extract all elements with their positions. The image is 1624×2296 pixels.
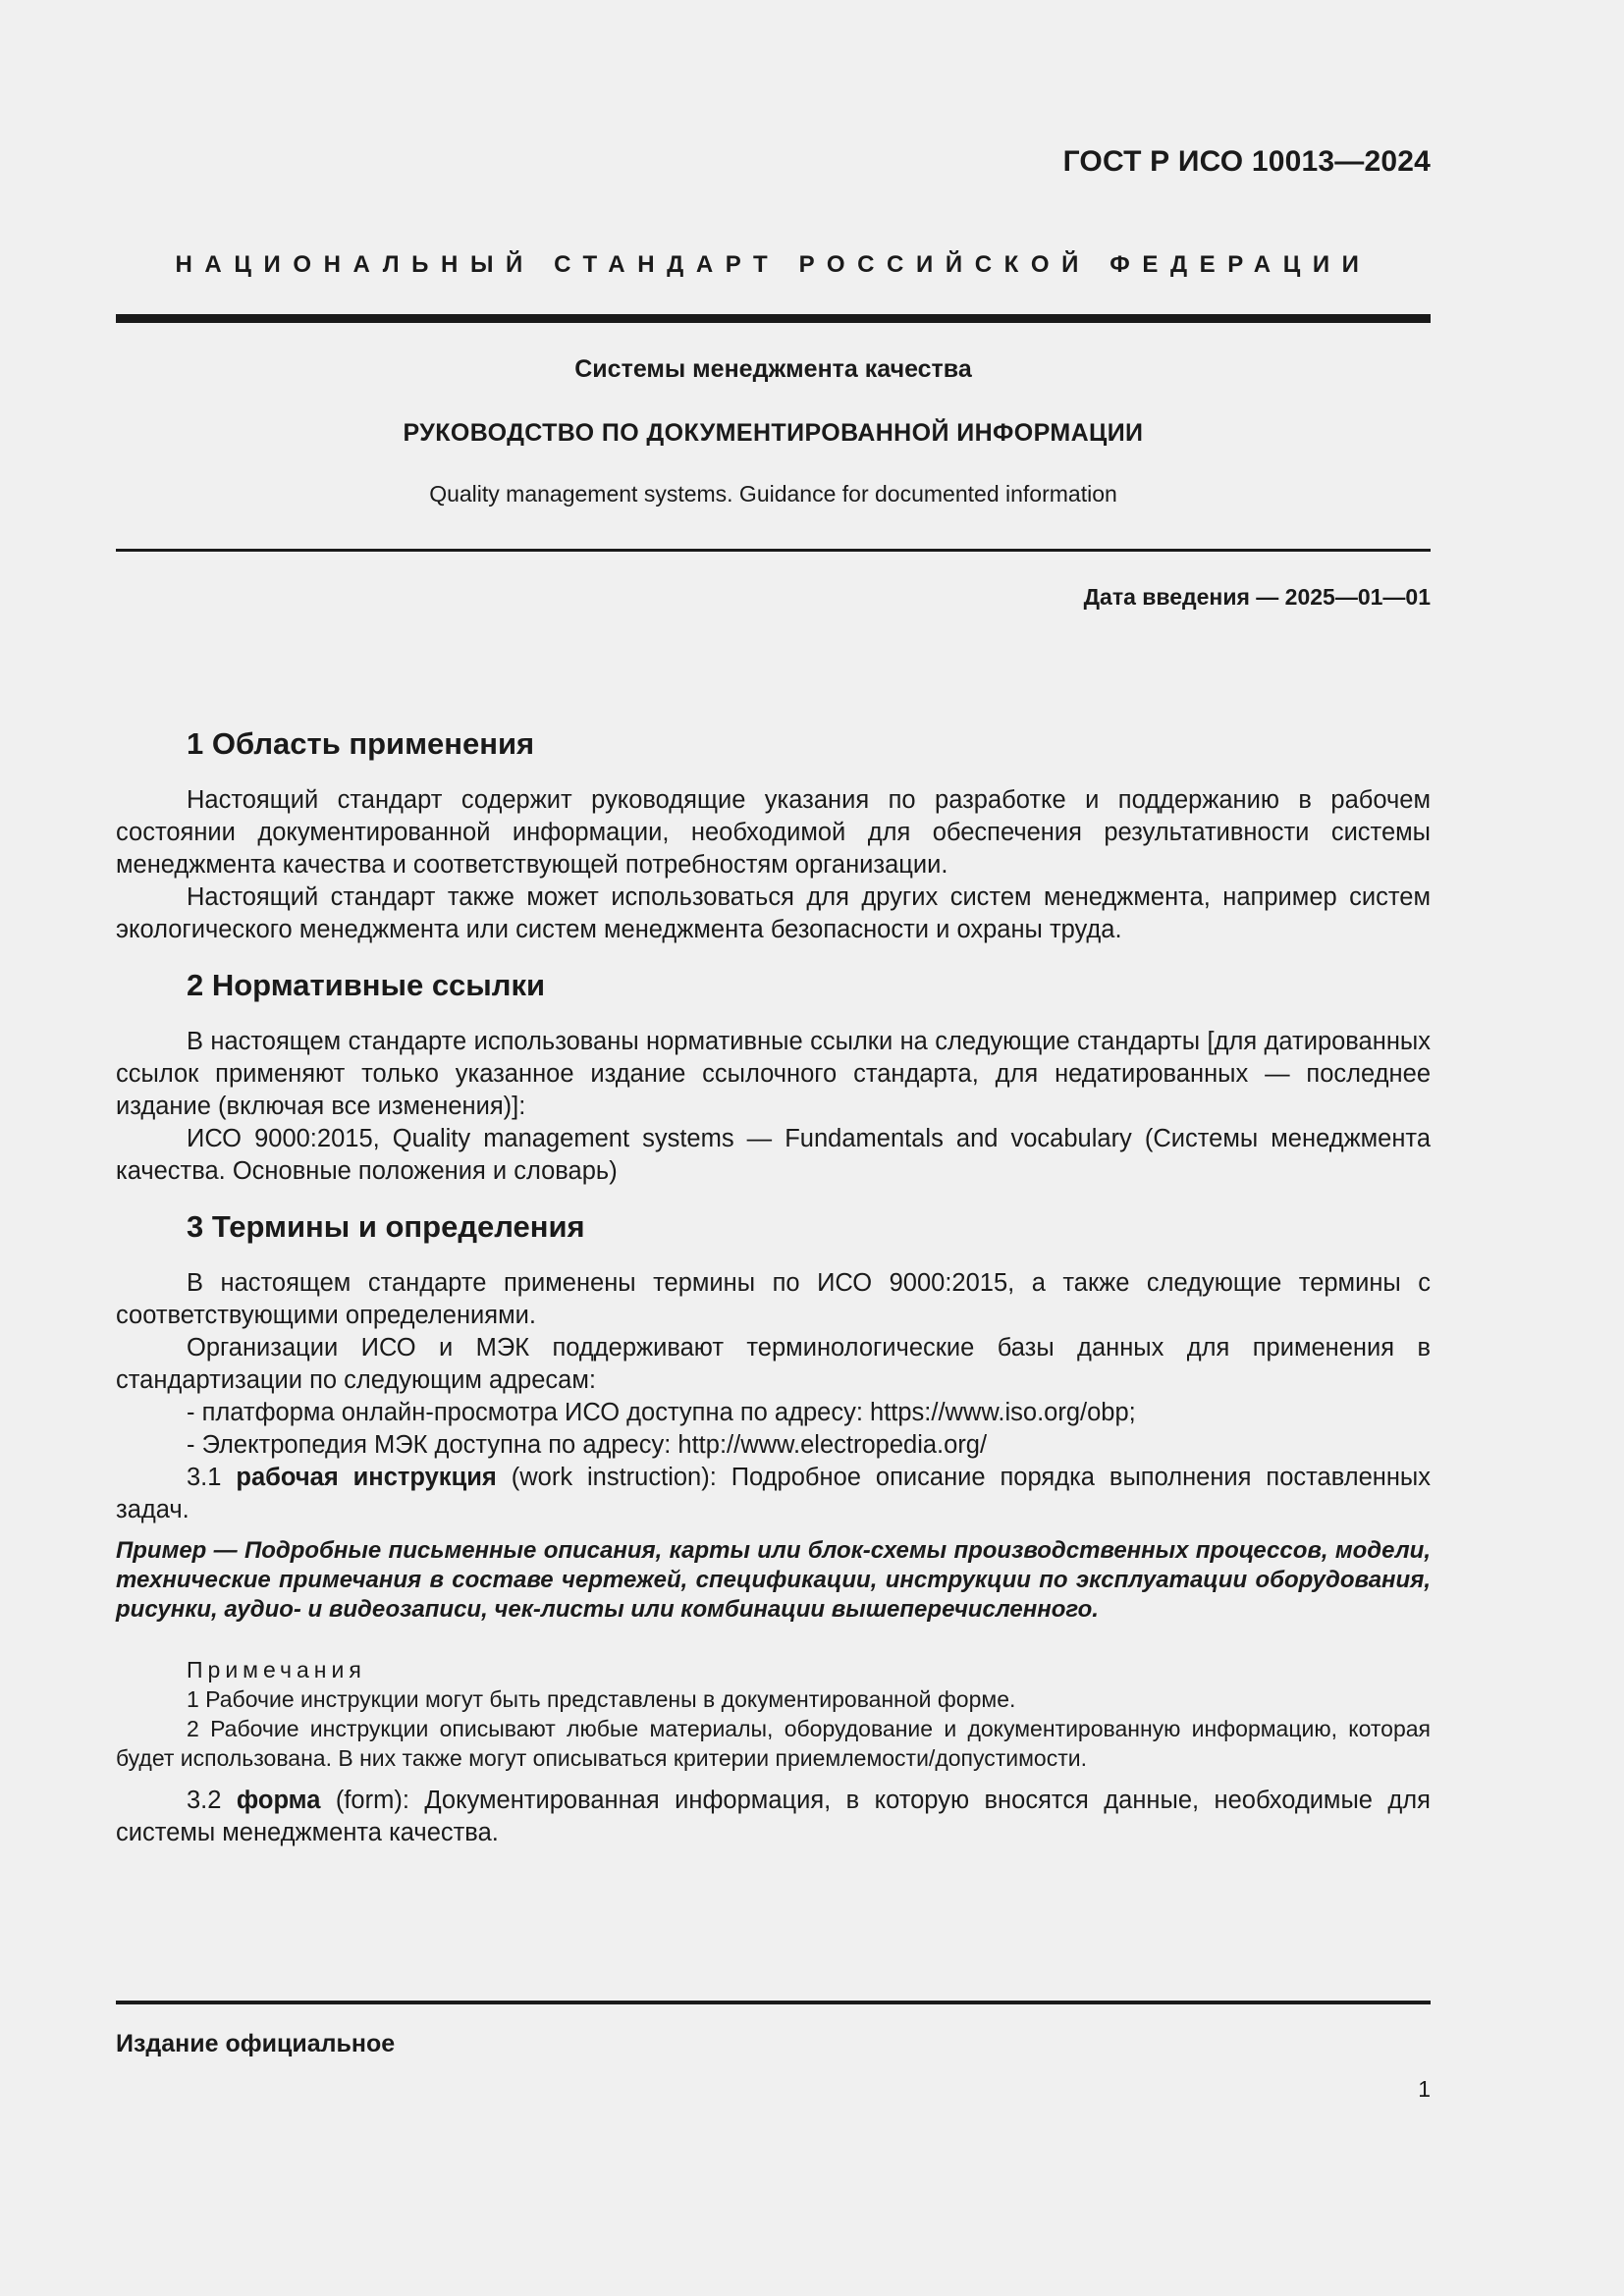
notes-title: Примечания — [187, 1657, 366, 1682]
term-text: (work instruction): Подробное описание порядка выполнения поставленных задач. — [116, 1464, 1431, 1523]
document-body — [116, 724, 1431, 1849]
section-heading-scope: 1 Область применения — [187, 726, 535, 761]
section-heading-terms: 3 Термины и определения — [187, 1209, 585, 1244]
term-definition — [116, 1462, 1431, 1526]
title-rule — [116, 549, 1431, 552]
paragraph: В настоящем стандарте использованы нормативные ссылки на следующие стандарты [для датированных ссылок применяют только указанное издание ссылочного стандарта, для недатированных — последнее издание (включая все изменения)]: — [116, 1028, 1431, 1120]
title-ru: РУКОВОДСТВО ПО ДОКУМЕНТИРОВАННОЙ ИНФОРМАЦИИ — [403, 419, 1144, 447]
subtitle-ru: Системы менеджмента качества — [574, 355, 972, 383]
list-item: - Электропедия МЭК доступна по адресу: http://www.electropedia.org/ — [187, 1431, 988, 1459]
term-name: рабочая инструкция — [236, 1464, 497, 1491]
paragraph: ИСО 9000:2015, Quality management systems — Fundamentals and vocabulary (Системы менеджмента качества. Основные положения и словарь) — [116, 1125, 1431, 1185]
section-heading-references: 2 Нормативные ссылки — [187, 968, 546, 1002]
page-number: 1 — [1418, 2076, 1431, 2102]
list-item: - платформа онлайн-просмотра ИСО доступна по адресу: https://www.iso.org/obp; — [187, 1399, 1136, 1426]
term-number: 3.2 — [187, 1787, 237, 1814]
term-name: форма — [236, 1787, 321, 1814]
footer-rule — [116, 2001, 1431, 2004]
note-item: 1 Рабочие инструкции могут быть представлены в документированной форме. — [187, 1686, 1016, 1712]
term-definition — [116, 1785, 1431, 1849]
intro-date: Дата введения — 2025—01—01 — [1083, 584, 1431, 610]
official-edition-label: Издание официальное — [116, 2030, 396, 2057]
gost-number: ГОСТ Р ИСО 10013—2024 — [1062, 145, 1431, 178]
term-number: 3.1 — [187, 1464, 237, 1491]
paragraph: Организации ИСО и МЭК поддерживают терминологические базы данных для применения в стандартизации по следующим адресам: — [116, 1334, 1431, 1394]
paragraph: Настоящий стандарт содержит руководящие указания по разработке и поддержанию в рабочем состоянии документированной информации, необходимой для обеспечения результативности системы менеджмента качества и соответствующей потребностям организации. — [116, 786, 1431, 879]
title-en: Quality management systems. Guidance for documented information — [429, 481, 1117, 507]
example-text: Пример — Подробные письменные описания, карты или блок-схемы производственных процессов, модели, технические примечания в составе чертежей, спецификации, инструкции по эксплуатации оборудования, рисунки, аудио- и видеозаписи, чек-листы или комбинации вышеперечисленного. — [116, 1537, 1431, 1623]
national-standard-title: НАЦИОНАЛЬНЫЙ СТАНДАРТ РОССИЙСКОЙ ФЕДЕРАЦИИ — [175, 251, 1372, 278]
paragraph: Настоящий стандарт также может использоваться для других систем менеджмента, например систем экологического менеджмента или систем менеджмента безопасности и охраны труда. — [116, 883, 1431, 943]
header-rule — [116, 314, 1431, 323]
note-item: 2 Рабочие инструкции описывают любые материалы, оборудование и документированную информацию, которая будет использована. В них также могут описываться критерии приемлемости/допустимости. — [116, 1716, 1431, 1771]
term-text: (form): Документированная информация, в которую вносятся данные, необходимые для системы менеджмента качества. — [116, 1787, 1431, 1846]
paragraph: В настоящем стандарте применены термины по ИСО 9000:2015, а также следующие термины с соответствующими определениями. — [116, 1269, 1431, 1329]
